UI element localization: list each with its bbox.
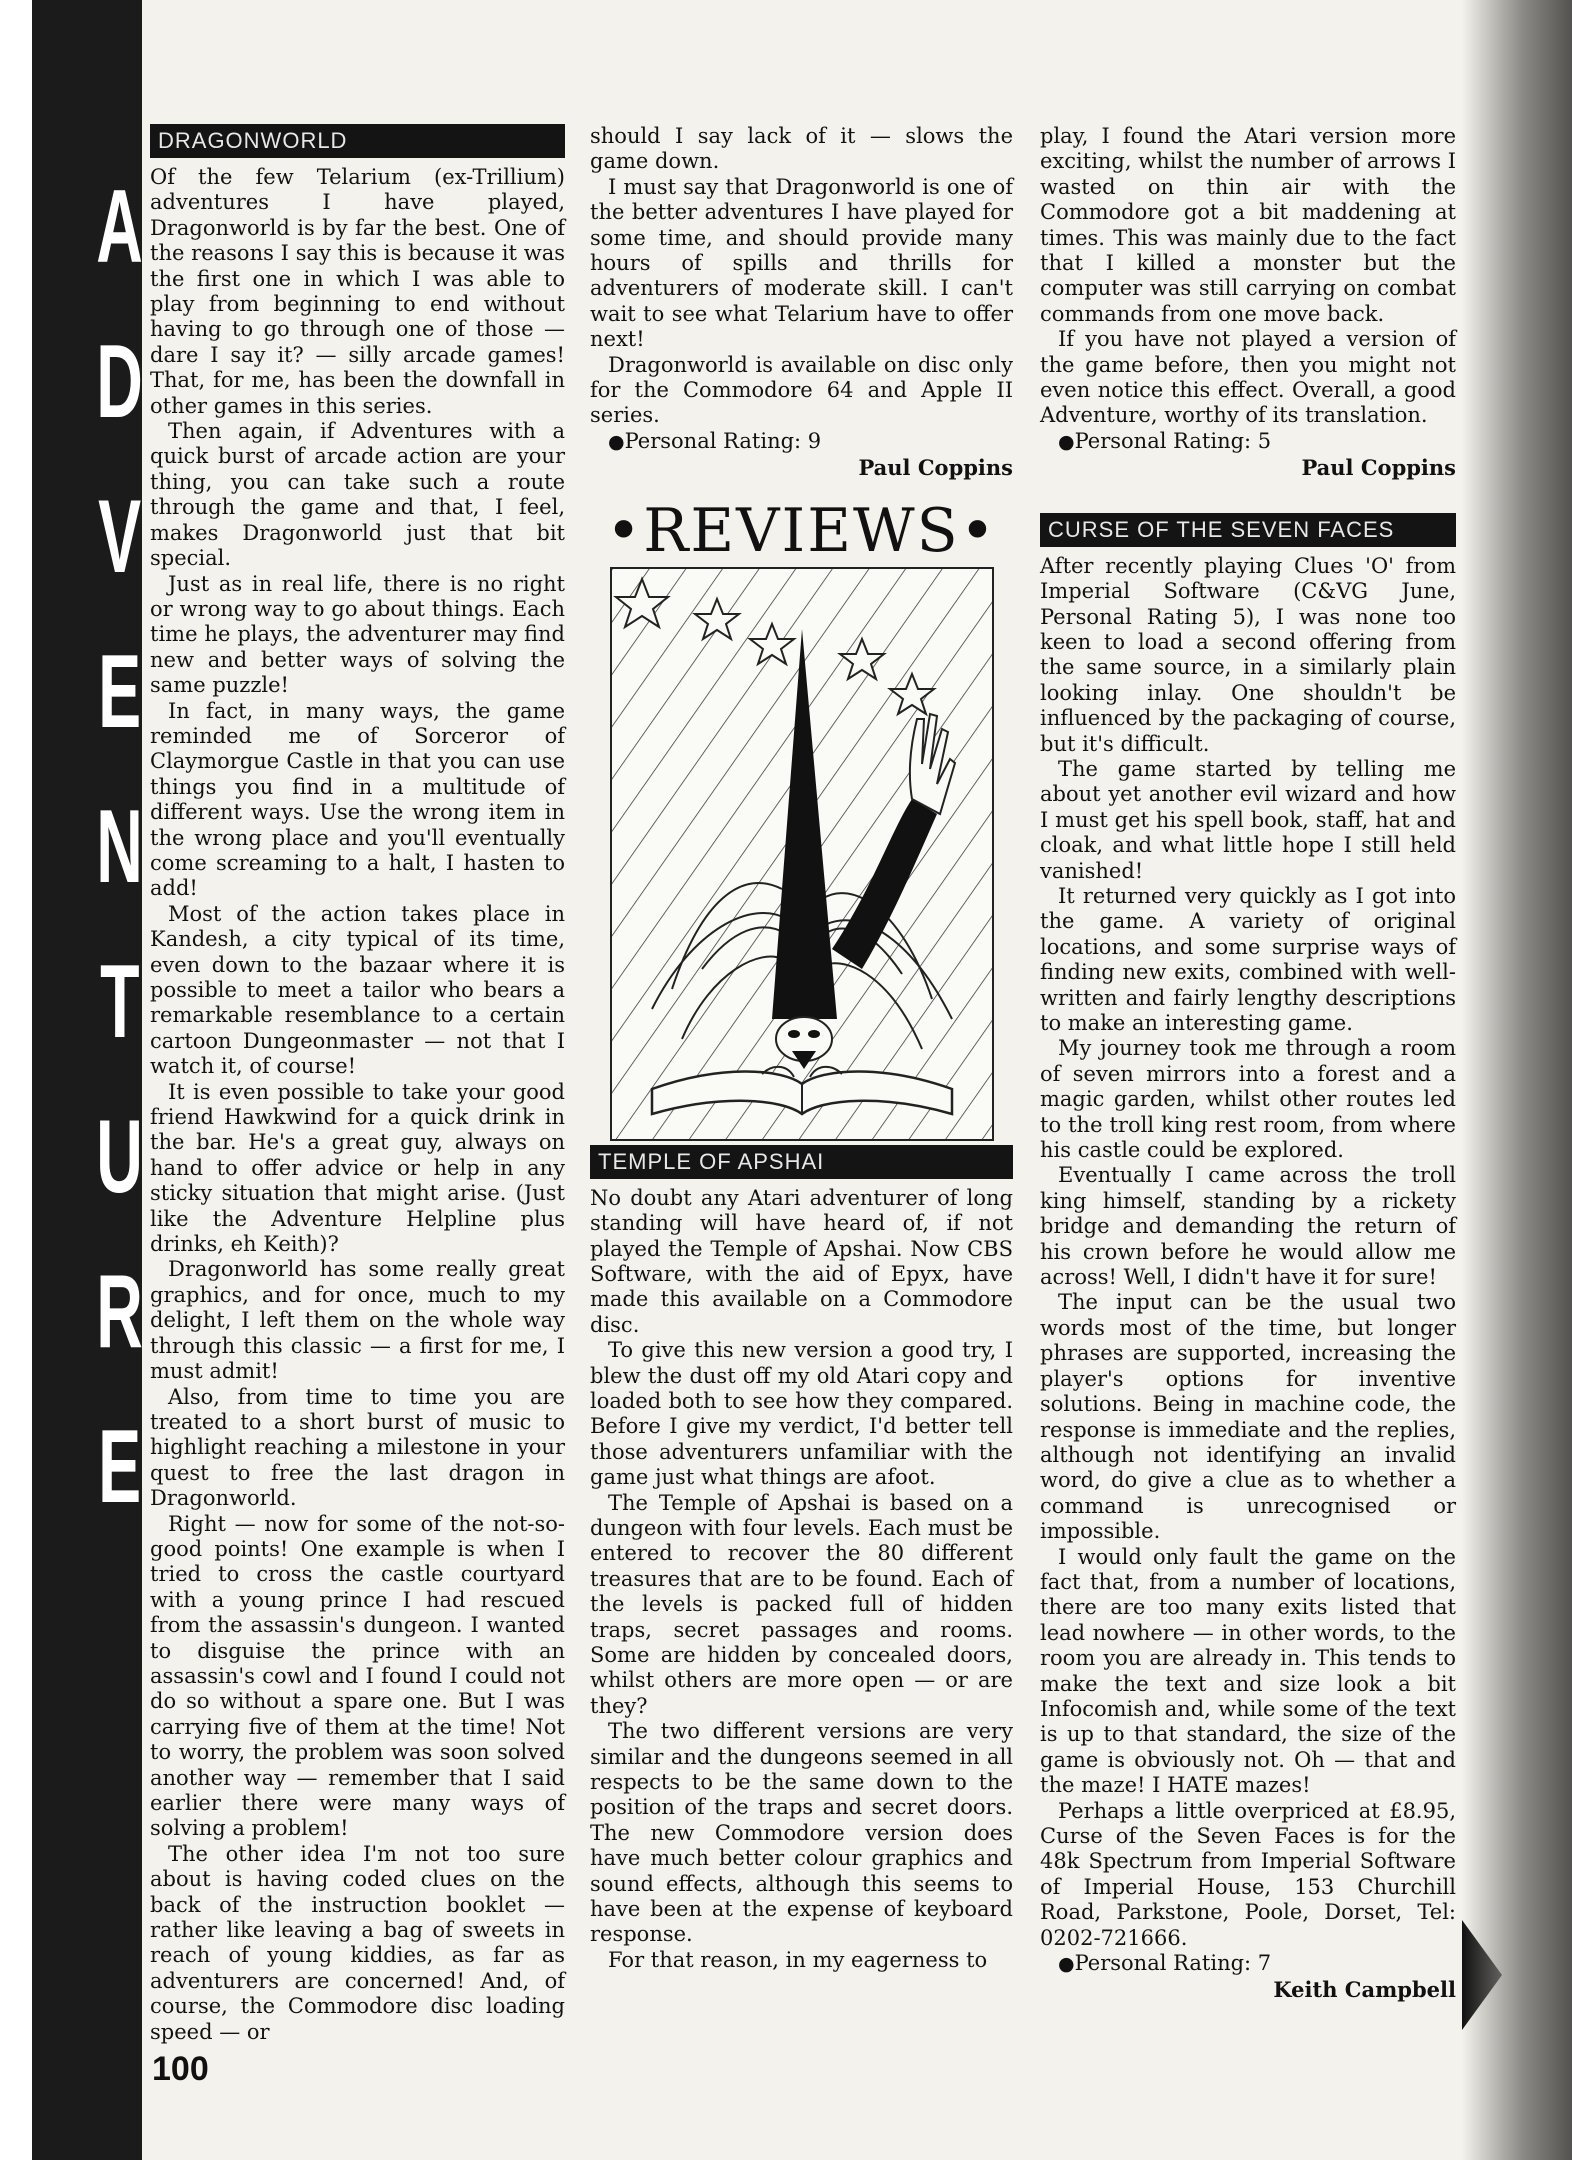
author-byline: Paul Coppins bbox=[1301, 455, 1456, 481]
paragraph: Of the few Telarium (ex-Trillium) adventures I have played, Dragonworld is by far the best. One of the reasons I say this is because it was the first one in which I was able to play from beginning to end without having to go through one of those — dare I say it? — silly arcade games! That, for me, has been the downfall in other games in this series. bbox=[150, 165, 565, 418]
paragraph: Then again, if Adventures with a quick burst of arcade action are your thing, you can take such a route through the game and that, I feel, makes Dragonworld just that bit special. bbox=[150, 419, 565, 571]
banner-letter: V bbox=[98, 479, 142, 595]
bullet-icon: ● bbox=[608, 430, 625, 453]
paragraph: The other idea I'm not too sure about is having coded clues on the back of the instruction booklet — rather like leaving a bag of sweets in reach of young kiddies, as far as adventurers are concerned! And, of course, the Commodore disc loading speed — or bbox=[150, 1841, 565, 2044]
section-header-curse-of-the-seven-faces: CURSE OF THE SEVEN FACES bbox=[1040, 513, 1456, 547]
banner-letter: N bbox=[96, 789, 144, 905]
personal-rating bbox=[1040, 1951, 1456, 1977]
paragraph: It is even possible to take your good friend Hawkwind for a quick drink in the bar. He's a great guy, always on hand to offer advice or help in any sticky situation that might arise. (Just like the Adventure Helpline plus drinks, eh Keith)? bbox=[150, 1079, 565, 1257]
wizard-illustration bbox=[610, 567, 994, 1141]
banner-letter: D bbox=[96, 324, 144, 440]
banner-letter: T bbox=[100, 944, 140, 1060]
paragraph: My journey took me through a room of seven mirrors into a forest and a magic garden, whilst other routes led to the troll king rest room, from where his castle could be explored. bbox=[1040, 1036, 1456, 1163]
adventure-sidebar bbox=[32, 0, 142, 2160]
paragraph: The Temple of Apshai is based on a dungeon with four levels. Each must be entered to recover the 80 different treasures that are to be found. Each of the levels is packed full of hidden traps, secret passages and rooms. Some are hidden by concealed doors, whilst others are more open — or are they? bbox=[590, 1490, 1013, 1718]
page-number: 100 bbox=[152, 2050, 209, 2088]
paragraph: After recently playing Clues 'O' from Imperial Software (C&VG June, Personal Rating 5), I was none too keen to load a second offering from the same source, in a similarly plain looking inlay. One shouldn't be influenced by the packaging of course, but it's difficult. bbox=[1040, 553, 1456, 756]
column-middle bbox=[590, 124, 1013, 1973]
rating-text: Personal Rating: 9 bbox=[624, 428, 822, 453]
section-header-dragonworld: DRAGONWORLD bbox=[150, 124, 565, 158]
paragraph: No doubt any Atari adventurer of long standing will have heard of, if not played the Temple of Apshai. Now CBS Software, with the aid of Epyx, have made this available on a Commodore disc. bbox=[590, 1185, 1013, 1337]
column-dragonworld bbox=[150, 124, 565, 2045]
paragraph: Perhaps a little overpriced at £8.95, Curse of the Seven Faces is for the 48k Spectrum from Imperial Software of Imperial House, 153 Churchill Road, Parkstone, Poole, Dorset, Tel: 0202-721666. bbox=[1040, 1798, 1456, 1950]
paragraph: To give this new version a good try, I blew the dust off my old Atari copy and loaded both to see how they compared. Before I give my verdict, I'd better tell those adventurers unfamiliar with the game just what things are afoot. bbox=[590, 1338, 1013, 1490]
paragraph: The game started by telling me about yet another evil wizard and how I must get his spell book, staff, hat and cloak, and what little hope I still held vanished! bbox=[1040, 756, 1456, 883]
section-header-temple-of-apshai: TEMPLE OF APSHAI bbox=[590, 1145, 1013, 1179]
banner-letter: U bbox=[96, 1099, 144, 1215]
column-right bbox=[1040, 124, 1456, 2003]
bullet-icon: ● bbox=[1058, 430, 1075, 453]
paragraph: The input can be the usual two words most of the time, but longer phrases are supported, increasing the player's options for inventive solutions. Being in machine code, the response is immediate and the replies, although not identifying an invalid word, do give a clue as to whether a command is unrecognised or impossible. bbox=[1040, 1290, 1456, 1544]
personal-rating bbox=[1040, 429, 1456, 455]
paragraph: The two different versions are very similar and the dungeons seemed in all respects to be the same down to the position of the traps and secret doors. The new Commodore version does have much better colour graphics and sound effects, although this seems to have been at the expense of keyboard response. bbox=[590, 1719, 1013, 1947]
paragraph: play, I found the Atari version more exciting, whilst the number of arrows I wasted on thin air with the Commodore got a bit maddening at times. This was mainly due to the fact that I killed a monster but the computer was still carrying on combat commands from one move back. bbox=[1040, 124, 1456, 326]
banner-letter: A bbox=[96, 169, 144, 285]
banner-letter: R bbox=[96, 1254, 144, 1370]
rating-text: Personal Rating: 5 bbox=[1074, 428, 1272, 453]
paragraph: Dragonworld has some really great graphics, and for once, much to my delight, I left them on the whole way through this classic — a first for me, I must admit! bbox=[150, 1257, 565, 1384]
banner-letter: E bbox=[98, 1409, 142, 1525]
bullet-icon: ● bbox=[1058, 1953, 1075, 1976]
paragraph: It returned very quickly as I got into the game. A variety of original locations, and some surprise ways of finding new exits, combined with well-written and fairly lengthy descriptions to make an interesting game. bbox=[1040, 883, 1456, 1035]
paragraph: If you have not played a version of the game before, then you might not even notice this effect. Overall, a good Adventure, worthy of its translation. bbox=[1040, 327, 1456, 428]
page-fold-shadow bbox=[1462, 0, 1572, 2160]
author-byline: Paul Coppins bbox=[858, 455, 1013, 481]
reviews-title: •REVIEWS• bbox=[605, 495, 998, 566]
paragraph: For that reason, in my eagerness to bbox=[608, 1947, 988, 1972]
paragraph: Dragonworld is available on disc only for the Commodore 64 and Apple II series. bbox=[590, 352, 1013, 428]
paragraph: should I say lack of it — slows the game down. bbox=[590, 124, 1013, 174]
personal-rating bbox=[590, 429, 1013, 455]
paragraph: In fact, in many ways, the game reminded me of Sorceror of Claymorgue Castle in that you can use things you find in a multitude of different ways. Use the wrong item in the wrong place and you'll eventually come screaming to a halt, I hasten to add! bbox=[150, 698, 565, 901]
banner-letter: E bbox=[98, 634, 142, 750]
reviews-illustration-box bbox=[590, 495, 1013, 1141]
wizard-drawing bbox=[612, 569, 992, 1139]
author-byline: Keith Campbell bbox=[1273, 1977, 1456, 2003]
paragraph: Just as in real life, there is no right or wrong way to go about things. Each time he plays, the adventurer may find new and better ways of solving the same puzzle! bbox=[150, 571, 565, 698]
paragraph: I would only fault the game on the fact that, from a number of locations, there are too many exits listed that lead nowhere — in other words, to the room you are already in. This tends to make the text and size look a bit Infocomish and, while some of the text is up to that standard, the size of the game is obviously not. Oh — that and the maze! I HATE mazes! bbox=[1040, 1544, 1456, 1798]
paragraph: Most of the action takes place in Kandesh, a city typical of its time, even down to the bazaar where it is possible to meet a tailor who bears a remarkable resemblance to a certain cartoon Dungeonmaster — not that I watch it, of course! bbox=[150, 901, 565, 1079]
rating-text: Personal Rating: 7 bbox=[1074, 1951, 1272, 1976]
page-edge bbox=[0, 0, 32, 2160]
paragraph: Also, from time to time you are treated to a short burst of music to highlight reaching a milestone in your quest to free the last dragon in Dragonworld. bbox=[150, 1384, 565, 1511]
paragraph: Right — now for some of the not-so-good points! One example is when I tried to cross the castle courtyard with a young prince I had rescued from the assassin's dungeon. I wanted to disguise the prince with an assassin's cowl and I found I could not do so without a spare one. But I was carrying five of them at the time! Not to worry, the problem was soon solved another way — remember that I said earlier there were many ways of solving a problem! bbox=[150, 1511, 565, 1841]
paragraph: I must say that Dragonworld is one of the better adventures I have played for some time, and should provide many hours of spills and thrills for adventurers of moderate skill. I can't wait to see what Telarium have to offer next! bbox=[590, 174, 1013, 352]
paragraph: Eventually I came across the troll king himself, standing by a rickety bridge and demanding the return of his crown before he would allow me across! Well, I didn't have it for sure! bbox=[1040, 1163, 1456, 1290]
